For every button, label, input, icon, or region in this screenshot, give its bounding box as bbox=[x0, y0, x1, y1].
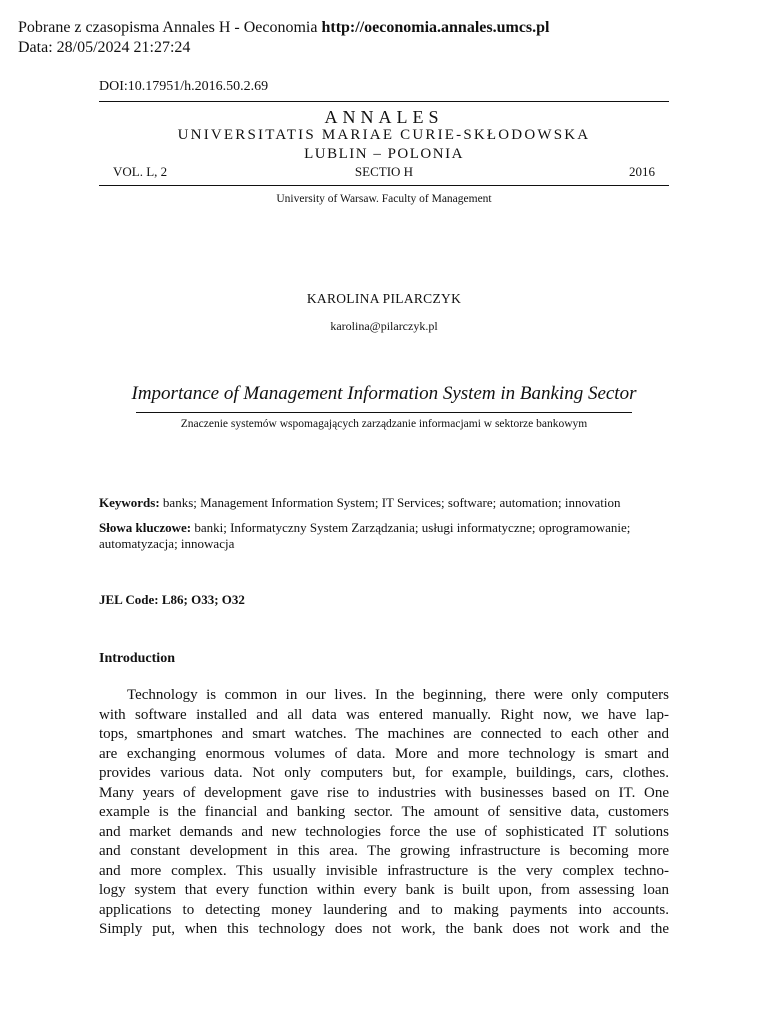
body-line: applications to detecting money laundering and to making payments into accounts. bbox=[99, 901, 669, 918]
jel-codes: JEL Code: L86; O33; O32 bbox=[99, 592, 245, 607]
keywords-english-text: banks; Management Information System; IT Services; software; automation; innovation bbox=[159, 495, 621, 510]
introduction-heading: Introduction bbox=[99, 651, 175, 666]
body-line: and constant development in this area. The growing infrastructure is becoming more bbox=[99, 843, 669, 859]
doi: DOI:10.17951/h.2016.50.2.69 bbox=[99, 79, 269, 94]
journal-section: SECTIO H bbox=[354, 164, 414, 179]
download-source-url[interactable]: http://oeconomia.annales.umcs.pl bbox=[321, 19, 550, 36]
journal-name: ANNALES bbox=[324, 107, 444, 127]
body-line: tops, smartphones and smart watches. The machines are connected to each other and bbox=[99, 726, 669, 742]
keywords-polish-label: Słowa kluczowe: bbox=[99, 520, 192, 535]
journal-city: LUBLIN – POLONIA bbox=[304, 146, 464, 162]
download-date: Data: 28/05/2024 21:27:24 bbox=[18, 39, 191, 56]
keywords-english-label: Keywords: bbox=[99, 495, 160, 510]
body-line: example is the financial and banking sector. The amount of sensitive data, customers bbox=[99, 804, 669, 820]
keywords-english bbox=[99, 495, 669, 511]
author-name: KAROLINA PILARCZYK bbox=[306, 291, 462, 306]
university-name: UNIVERSITATIS MARIAE CURIE-SKŁODOWSKA bbox=[177, 127, 591, 143]
body-line: are exchanging enormous volumes of data. More and more technology is smart and bbox=[99, 745, 669, 762]
body-line: and market demands and new technologies force the use of sophisticated IT solutions bbox=[99, 823, 669, 840]
download-source-prefix: Pobrane z czasopisma Annales H - Oeconomia bbox=[18, 19, 322, 36]
article-subtitle-polish: Znaczenie systemów wspomagających zarządzanie informacjami w sektorze bankowym bbox=[180, 418, 588, 430]
body-line: provides various data. Not only computers but, for example, buildings, cars, clothes. bbox=[99, 765, 669, 781]
introduction-body bbox=[99, 686, 669, 940]
volume-number: VOL. L, 2 bbox=[113, 164, 168, 179]
keywords-polish-text: banki; Informatyczny System Zarządzania; usługi informatyczne; oprogramowanie; automatyzacja; innowacja bbox=[99, 520, 631, 551]
title-rule bbox=[136, 412, 632, 413]
affiliation: University of Warsaw. Faculty of Management bbox=[276, 193, 492, 205]
keywords-polish bbox=[99, 520, 669, 552]
body-line: Technology is common in our lives. In the beginning, there were only computers bbox=[127, 687, 669, 703]
header-bottom-rule bbox=[99, 185, 669, 186]
download-source-line bbox=[18, 18, 549, 38]
body-line: and more complex. This usually invisible infrastructure is the very complex techno- bbox=[99, 862, 669, 879]
body-line: Many years of development gave rise to industries with businesses based on IT. One bbox=[99, 784, 669, 801]
author-email: karolina@pilarczyk.pl bbox=[330, 319, 438, 333]
header-top-rule bbox=[99, 101, 669, 102]
publication-year: 2016 bbox=[629, 164, 655, 179]
article-title: Importance of Management Information System in Banking Sector bbox=[131, 383, 637, 404]
body-line: Simply put, when this technology does not work, the bank does not work and the bbox=[99, 921, 669, 937]
body-line: with software installed and all data was entered manually. Right now, we have lap- bbox=[99, 706, 669, 723]
body-line: logy system that every function within every bank is built upon, from assessing loan bbox=[99, 882, 669, 898]
